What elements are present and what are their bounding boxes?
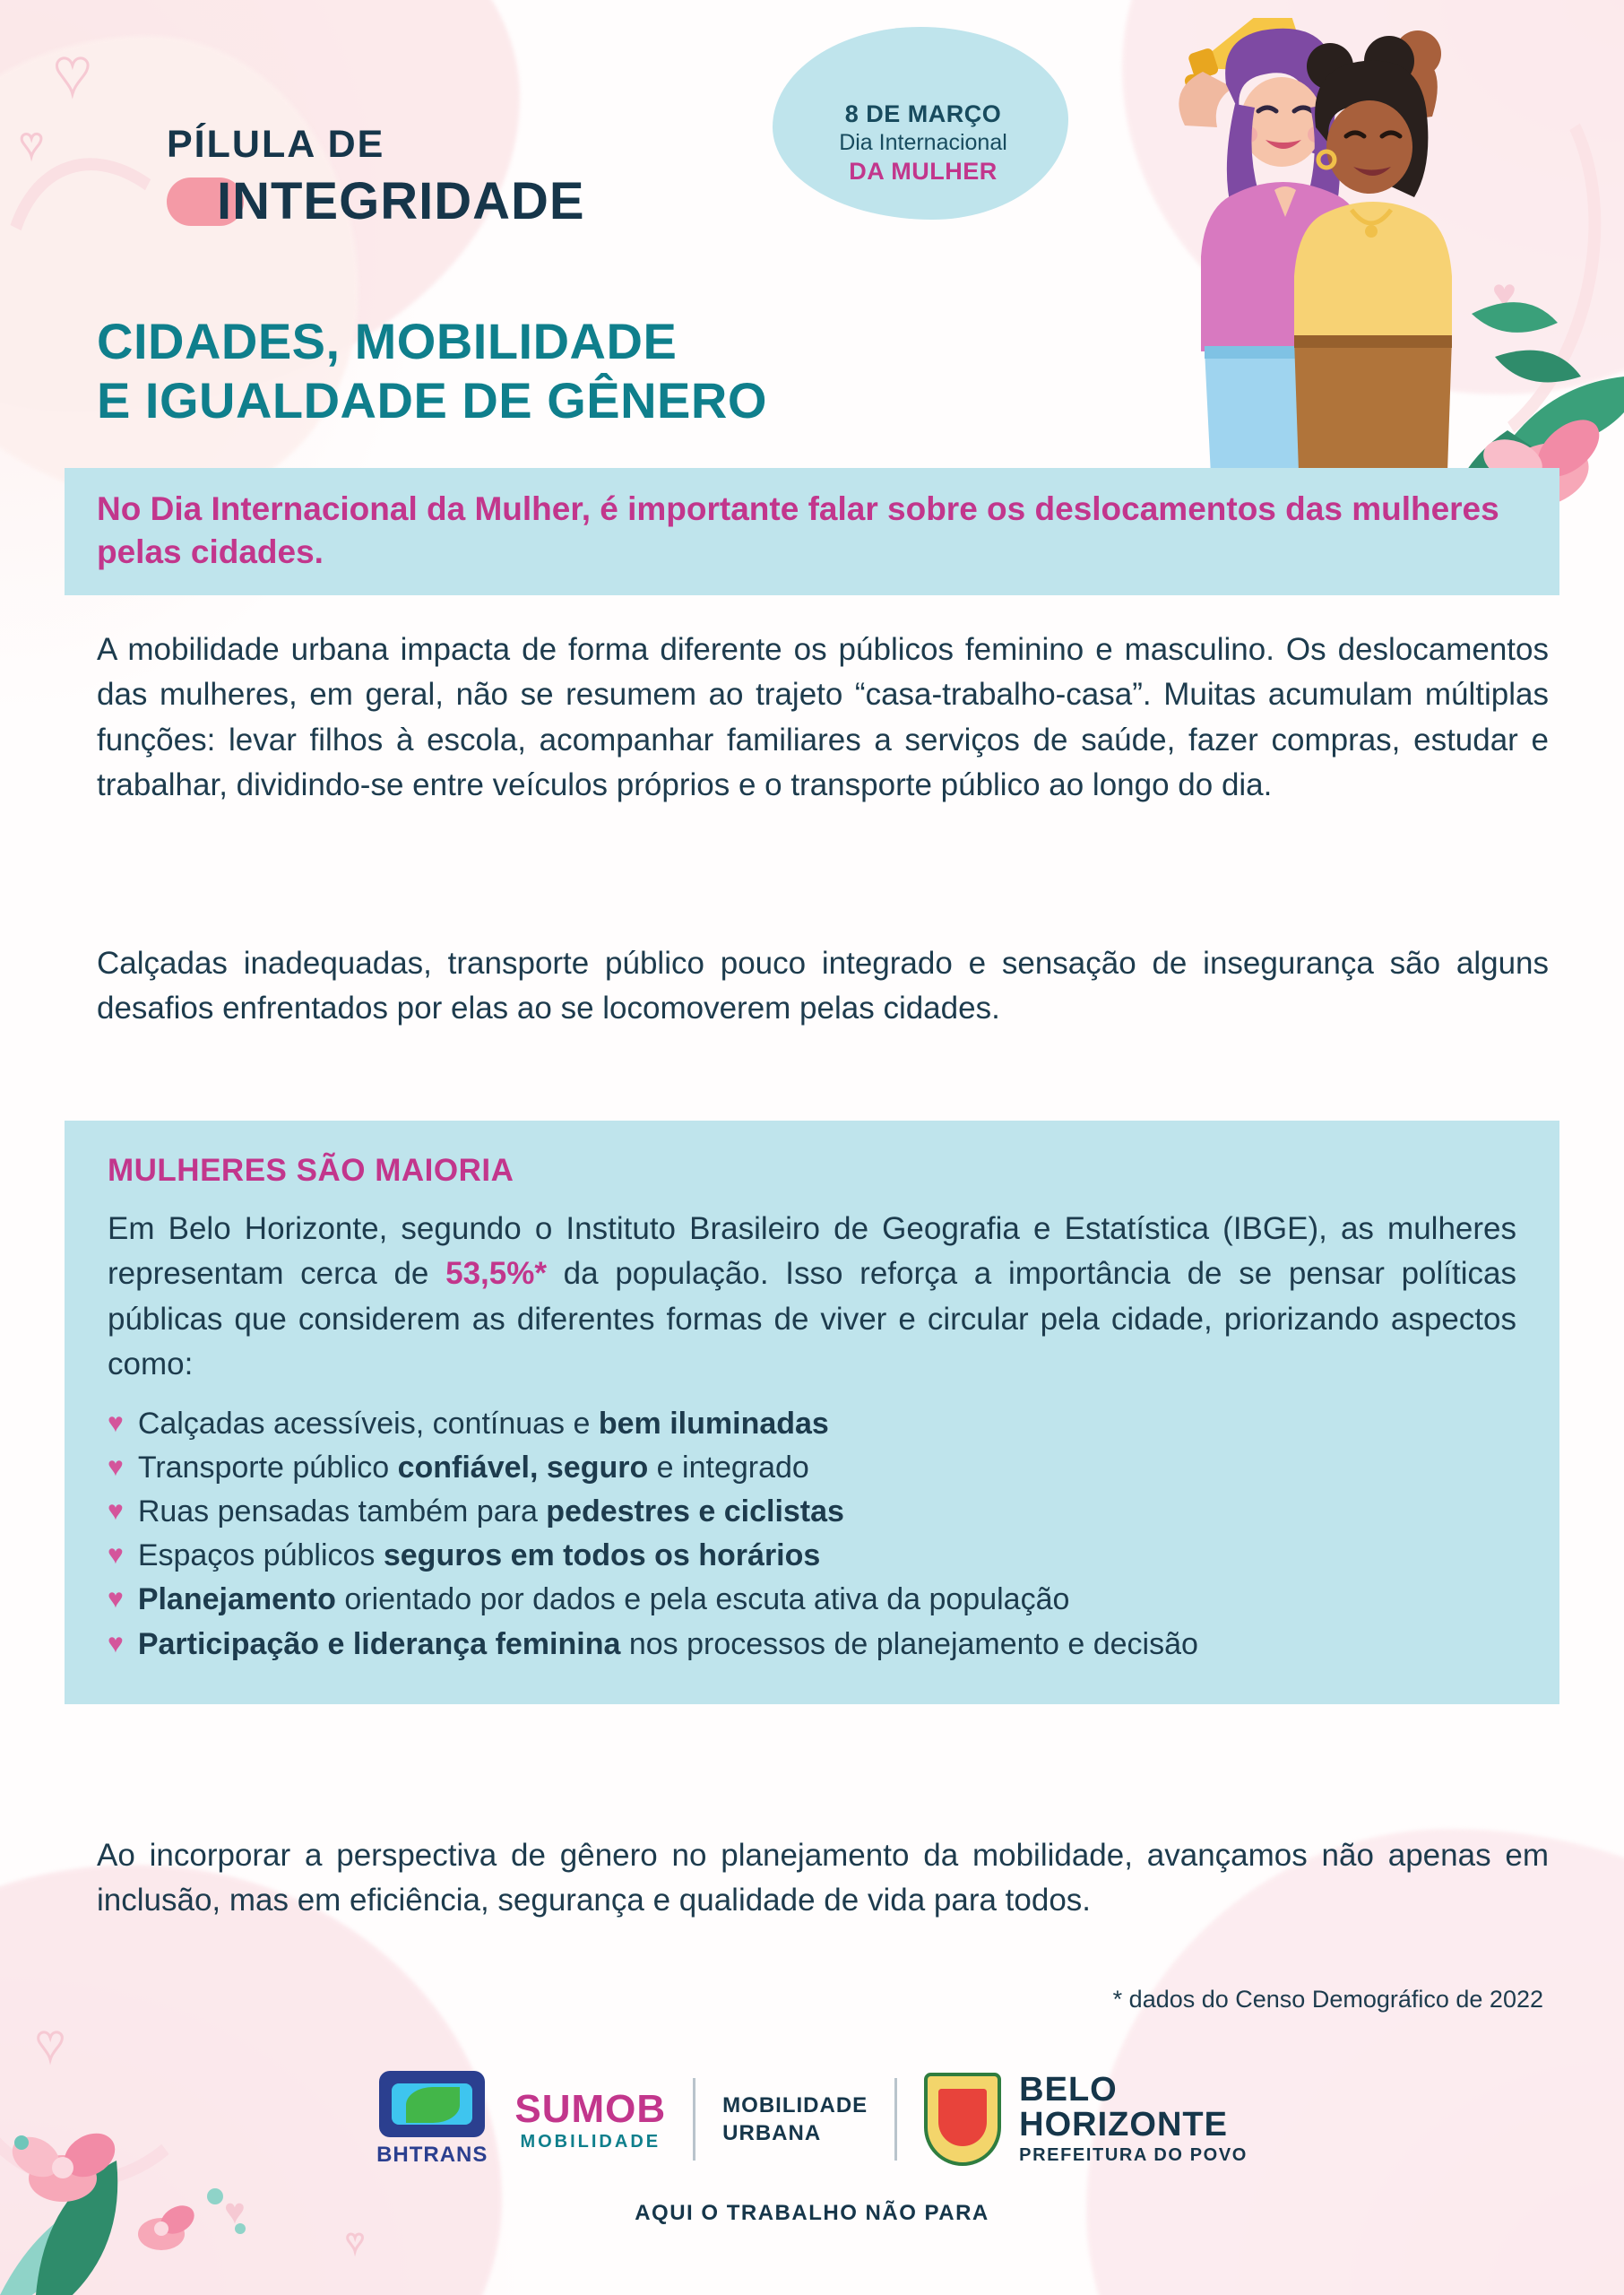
paragraph-intro: A mobilidade urbana impacta de forma diferente os públicos feminino e masculino. Os deslocamentos das mulheres, em geral, não se resumem ao trajeto “casa-trabalho-casa”. Muitas acumulam múltiplas funções: levar filhos à escola, acompanhar familiares a serviços de saúde, fazer compras, estudar e trabalhar, dividindo-se entre veículos próprios e o transporte público ao longo do dia. xyxy=(97,632,1549,803)
list-item-emphasis: pedestres e ciclistas xyxy=(546,1494,844,1529)
list-item-label: Transporte público confiável, seguro e integrado xyxy=(137,1450,809,1485)
badge-line-1: 8 DE MARÇO xyxy=(844,100,1002,127)
page-title xyxy=(97,312,767,429)
pbh-line-3 xyxy=(1019,2145,1248,2166)
majority-text-part1: Em Belo Horizonte, segundo o Instituto Brasileiro de Geografia e Estatística (IBGE), as mulheres representam cerca de xyxy=(108,1211,1516,1292)
heart-bullet-icon: ♥ xyxy=(108,1496,124,1526)
heart-bullet-icon: ♥ xyxy=(108,1407,124,1438)
list-item-emphasis: Participação e liderança feminina xyxy=(137,1626,621,1661)
brand-word: INTEGRIDADE xyxy=(217,172,585,230)
city-crest-icon xyxy=(924,2073,1001,2166)
majority-box-text xyxy=(108,1207,1516,1388)
heart-bullet-icon: ♥ xyxy=(108,1584,124,1615)
list-item xyxy=(108,1404,1516,1444)
heart-bullet-icon: ♥ xyxy=(108,1540,124,1571)
paragraph-challenges: Calçadas inadequadas, transporte público pouco integrado e sensação de insegurança são alguns desafios enfrentados por elas ao se locomoverem pelas cidades. xyxy=(97,946,1549,1026)
pbh-line-2: HORIZONTE xyxy=(1019,2105,1228,2143)
heart-bullet-icon: ♥ xyxy=(108,1451,124,1482)
list-item-label: Participação e liderança feminina nos processos de planejamento e decisão xyxy=(137,1626,1198,1661)
list-item xyxy=(108,1624,1516,1665)
list-item-emphasis: bem iluminadas xyxy=(598,1406,829,1441)
logo-bhtrans xyxy=(376,2071,488,2168)
mobilidade-urbana-label xyxy=(722,2091,868,2147)
list-item-emphasis: confiável, seguro xyxy=(397,1450,649,1485)
sumob-sublabel: MOBILIDADE xyxy=(520,2131,661,2152)
list-item-emphasis: seguros em todos os horários xyxy=(383,1538,821,1573)
mobilidade-urbana-line-2: URBANA xyxy=(722,2121,822,2145)
highlight-banner: No Dia Internacional da Mulher, é importante falar sobre os deslocamentos das mulheres pelas cidades. xyxy=(65,468,1559,595)
heart-bullet-icon: ♥ xyxy=(108,1628,124,1658)
bhtrans-mark-icon xyxy=(379,2071,485,2137)
brand-line-2 xyxy=(167,171,585,231)
majority-percentage: 53,5%* xyxy=(445,1256,547,1292)
list-item-label: Calçadas acessíveis, contínuas e bem iluminadas xyxy=(137,1406,829,1441)
paragraph-closing: Ao incorporar a perspectiva de gênero no planejamento da mobilidade, avançamos não apenas em inclusão, mas em eficiência, segurança e qualidade de vida para todos. xyxy=(97,1838,1549,1918)
pbh-line-3-prefix: PREFEITURA xyxy=(1019,2145,1154,2166)
bhtrans-label: BHTRANS xyxy=(376,2143,488,2167)
pbh-line-3-strong: DO POVO xyxy=(1153,2145,1248,2166)
list-item-emphasis: Planejamento xyxy=(137,1582,336,1617)
brand-line-1: PÍLULA DE xyxy=(167,123,385,166)
footnote: * dados do Censo Demográfico de 2022 xyxy=(1112,1986,1543,2013)
list-item-label: Ruas pensadas também para pedestres e ciclistas xyxy=(137,1494,844,1529)
pbh-line-1: BELO xyxy=(1019,2070,1118,2109)
womens-day-badge xyxy=(789,100,1058,186)
majority-box-title: MULHERES SÃO MAIORIA xyxy=(108,1153,514,1188)
footer-slogan: AQUI O TRABALHO NÃO PARA xyxy=(635,2201,989,2225)
footer-divider xyxy=(693,2078,695,2161)
logo-sumob xyxy=(514,2087,666,2152)
aspects-list xyxy=(108,1404,1516,1665)
list-item-label: Espaços públicos seguros em todos os horários xyxy=(137,1538,821,1573)
prefeitura-text xyxy=(1019,2070,1248,2167)
logo-prefeitura-bh xyxy=(924,2070,1248,2167)
footer-divider-2 xyxy=(894,2078,897,2161)
majority-box xyxy=(65,1121,1559,1704)
list-item-label: Planejamento orientado por dados e pela escuta ativa da população xyxy=(137,1582,1070,1617)
list-item xyxy=(108,1580,1516,1620)
sumob-label: SUMOB xyxy=(514,2086,667,2131)
list-item xyxy=(108,1448,1516,1488)
brand-logo xyxy=(167,123,585,231)
page-title-line-2: E IGUALDADE DE GÊNERO xyxy=(97,371,767,429)
list-item xyxy=(108,1492,1516,1532)
footer-logos xyxy=(0,2071,1624,2168)
majority-text-part2: da população. Isso reforça a importância de se pensar políticas públicas que considerem as diferentes formas de viver e circular pela cidade, priorizando aspectos como: xyxy=(108,1256,1516,1382)
badge-line-2: Dia Internacional xyxy=(839,130,1007,155)
page-title-line-1: CIDADES, MOBILIDADE xyxy=(97,313,678,369)
badge-line-3: DA MULHER xyxy=(849,158,998,185)
mobilidade-urbana-line-1: MOBILIDADE xyxy=(722,2092,868,2117)
list-item xyxy=(108,1536,1516,1576)
